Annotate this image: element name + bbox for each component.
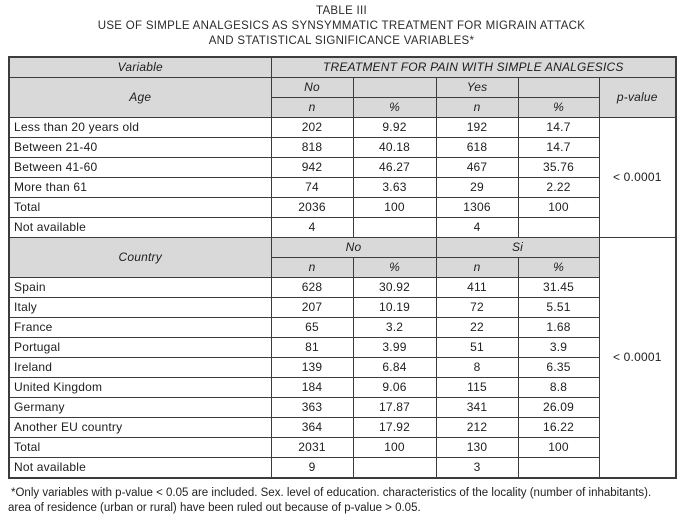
cell-no-pct: 3.99 xyxy=(353,338,436,358)
cell-no-n: 139 xyxy=(271,358,353,378)
table-row xyxy=(9,218,676,238)
table-number: TABLE III xyxy=(315,5,368,17)
table-row xyxy=(9,398,676,418)
row-label: Between 21-40 xyxy=(9,138,271,158)
age-yes-header: Yes xyxy=(436,78,518,98)
cell-yes-pct xyxy=(518,218,599,238)
table-row xyxy=(9,158,676,178)
cell-no-n: 184 xyxy=(271,378,353,398)
table-title-block xyxy=(8,4,675,49)
cell-no-pct: 40.18 xyxy=(353,138,436,158)
pct-column-header: % xyxy=(518,258,599,278)
table-row xyxy=(9,198,676,218)
row-label: Less than 20 years old xyxy=(9,118,271,138)
table-footnote: *Only variables with p-value < 0.05 are included. Sex. level of education. characteristics of the locality (number of inhabitants). area of residence (urban or rural) have been ruled out because of p-value > 0.05. xyxy=(8,487,652,514)
cell-yes-pct: 35.76 xyxy=(518,158,599,178)
pct-column-header: % xyxy=(353,258,436,278)
cell-si-pct: 31.45 xyxy=(518,278,599,298)
cell-yes-n: 467 xyxy=(436,158,518,178)
cell-si-n: 3 xyxy=(436,458,518,479)
table-row xyxy=(9,418,676,438)
n-column-header: n xyxy=(436,258,518,278)
statistics-table xyxy=(8,56,677,479)
cell-si-n: 51 xyxy=(436,338,518,358)
cell-no-n: 363 xyxy=(271,398,353,418)
row-label: Not available xyxy=(9,218,271,238)
row-label: Portugal xyxy=(9,338,271,358)
cell-yes-pct: 100 xyxy=(518,198,599,218)
cell-si-pct: 8.8 xyxy=(518,378,599,398)
cell-no-pct: 6.84 xyxy=(353,358,436,378)
row-label: Not available xyxy=(9,458,271,479)
cell-si-n: 341 xyxy=(436,398,518,418)
cell-no-n: 628 xyxy=(271,278,353,298)
p-value-column-header: p-value xyxy=(599,78,676,118)
cell-yes-pct: 2.22 xyxy=(518,178,599,198)
cell-no-n: 9 xyxy=(271,458,353,479)
empty-header-cell xyxy=(353,78,436,98)
cell-no-pct: 3.63 xyxy=(353,178,436,198)
table-row xyxy=(9,178,676,198)
cell-no-pct: 17.87 xyxy=(353,398,436,418)
cell-yes-pct: 14.7 xyxy=(518,138,599,158)
cell-si-pct: 3.9 xyxy=(518,338,599,358)
cell-yes-n: 192 xyxy=(436,118,518,138)
country-header-row xyxy=(9,238,676,258)
cell-no-n: 65 xyxy=(271,318,353,338)
row-label: Ireland xyxy=(9,358,271,378)
table-title-line-2: AND STATISTICAL SIGNIFICANCE VARIABLES* xyxy=(208,35,475,47)
cell-si-n: 72 xyxy=(436,298,518,318)
cell-yes-n: 29 xyxy=(436,178,518,198)
table-row xyxy=(9,138,676,158)
table-row xyxy=(9,118,676,138)
n-column-header: n xyxy=(271,98,353,118)
cell-no-n: 942 xyxy=(271,158,353,178)
cell-si-n: 115 xyxy=(436,378,518,398)
country-si-header: Si xyxy=(436,238,599,258)
table-row xyxy=(9,338,676,358)
row-label: Total xyxy=(9,438,271,458)
age-no-header: No xyxy=(271,78,353,98)
table-row xyxy=(9,378,676,398)
cell-si-n: 212 xyxy=(436,418,518,438)
n-column-header: n xyxy=(271,258,353,278)
cell-yes-n: 1306 xyxy=(436,198,518,218)
row-label: Another EU country xyxy=(9,418,271,438)
cell-no-pct: 46.27 xyxy=(353,158,436,178)
cell-no-pct xyxy=(353,218,436,238)
cell-no-n: 818 xyxy=(271,138,353,158)
table-row xyxy=(9,318,676,338)
age-header-row xyxy=(9,78,676,98)
row-label: Italy xyxy=(9,298,271,318)
treatment-column-header: TREATMENT FOR PAIN WITH SIMPLE ANALGESICS xyxy=(271,57,676,78)
header-row-top xyxy=(9,57,676,78)
cell-no-n: 2031 xyxy=(271,438,353,458)
pct-column-header: % xyxy=(353,98,436,118)
cell-si-pct: 16.22 xyxy=(518,418,599,438)
cell-si-pct: 1.68 xyxy=(518,318,599,338)
table-row xyxy=(9,278,676,298)
country-no-header: No xyxy=(271,238,436,258)
cell-si-n: 22 xyxy=(436,318,518,338)
cell-si-pct: 26.09 xyxy=(518,398,599,418)
row-label: France xyxy=(9,318,271,338)
cell-no-pct: 17.92 xyxy=(353,418,436,438)
cell-no-n: 74 xyxy=(271,178,353,198)
empty-header-cell xyxy=(518,78,599,98)
country-p-value-cell: < 0.0001 xyxy=(599,238,676,479)
cell-no-pct: 3.2 xyxy=(353,318,436,338)
cell-si-pct: 6.35 xyxy=(518,358,599,378)
cell-no-n: 2036 xyxy=(271,198,353,218)
table-row xyxy=(9,438,676,458)
cell-no-pct: 10.19 xyxy=(353,298,436,318)
table-row xyxy=(9,358,676,378)
cell-no-pct: 30.92 xyxy=(353,278,436,298)
cell-si-pct: 5.51 xyxy=(518,298,599,318)
cell-si-n: 8 xyxy=(436,358,518,378)
country-section-header: Country xyxy=(9,238,271,278)
cell-no-pct: 9.06 xyxy=(353,378,436,398)
cell-no-pct: 100 xyxy=(353,438,436,458)
cell-yes-pct: 14.7 xyxy=(518,118,599,138)
pct-column-header: % xyxy=(518,98,599,118)
row-label: Spain xyxy=(9,278,271,298)
table-row xyxy=(9,458,676,479)
age-section-header: Age xyxy=(9,78,271,118)
variable-column-header: Variable xyxy=(9,57,271,78)
cell-no-n: 364 xyxy=(271,418,353,438)
cell-no-n: 4 xyxy=(271,218,353,238)
n-column-header: n xyxy=(436,98,518,118)
cell-si-pct: 100 xyxy=(518,438,599,458)
cell-no-n: 202 xyxy=(271,118,353,138)
table-title-line-1: USE OF SIMPLE ANALGESICS AS SYNSYMMATIC TREATMENT FOR MIGRAIN ATTACK xyxy=(97,20,586,32)
cell-si-n: 411 xyxy=(436,278,518,298)
cell-no-n: 81 xyxy=(271,338,353,358)
row-label: More than 61 xyxy=(9,178,271,198)
row-label: Total xyxy=(9,198,271,218)
cell-no-pct: 9.92 xyxy=(353,118,436,138)
cell-si-pct xyxy=(518,458,599,479)
cell-si-n: 130 xyxy=(436,438,518,458)
table-row xyxy=(9,298,676,318)
row-label: United Kingdom xyxy=(9,378,271,398)
row-label: Between 41-60 xyxy=(9,158,271,178)
cell-yes-n: 618 xyxy=(436,138,518,158)
age-p-value-cell: < 0.0001 xyxy=(599,118,676,238)
cell-no-n: 207 xyxy=(271,298,353,318)
cell-no-pct xyxy=(353,458,436,479)
cell-yes-n: 4 xyxy=(436,218,518,238)
row-label: Germany xyxy=(9,398,271,418)
cell-no-pct: 100 xyxy=(353,198,436,218)
